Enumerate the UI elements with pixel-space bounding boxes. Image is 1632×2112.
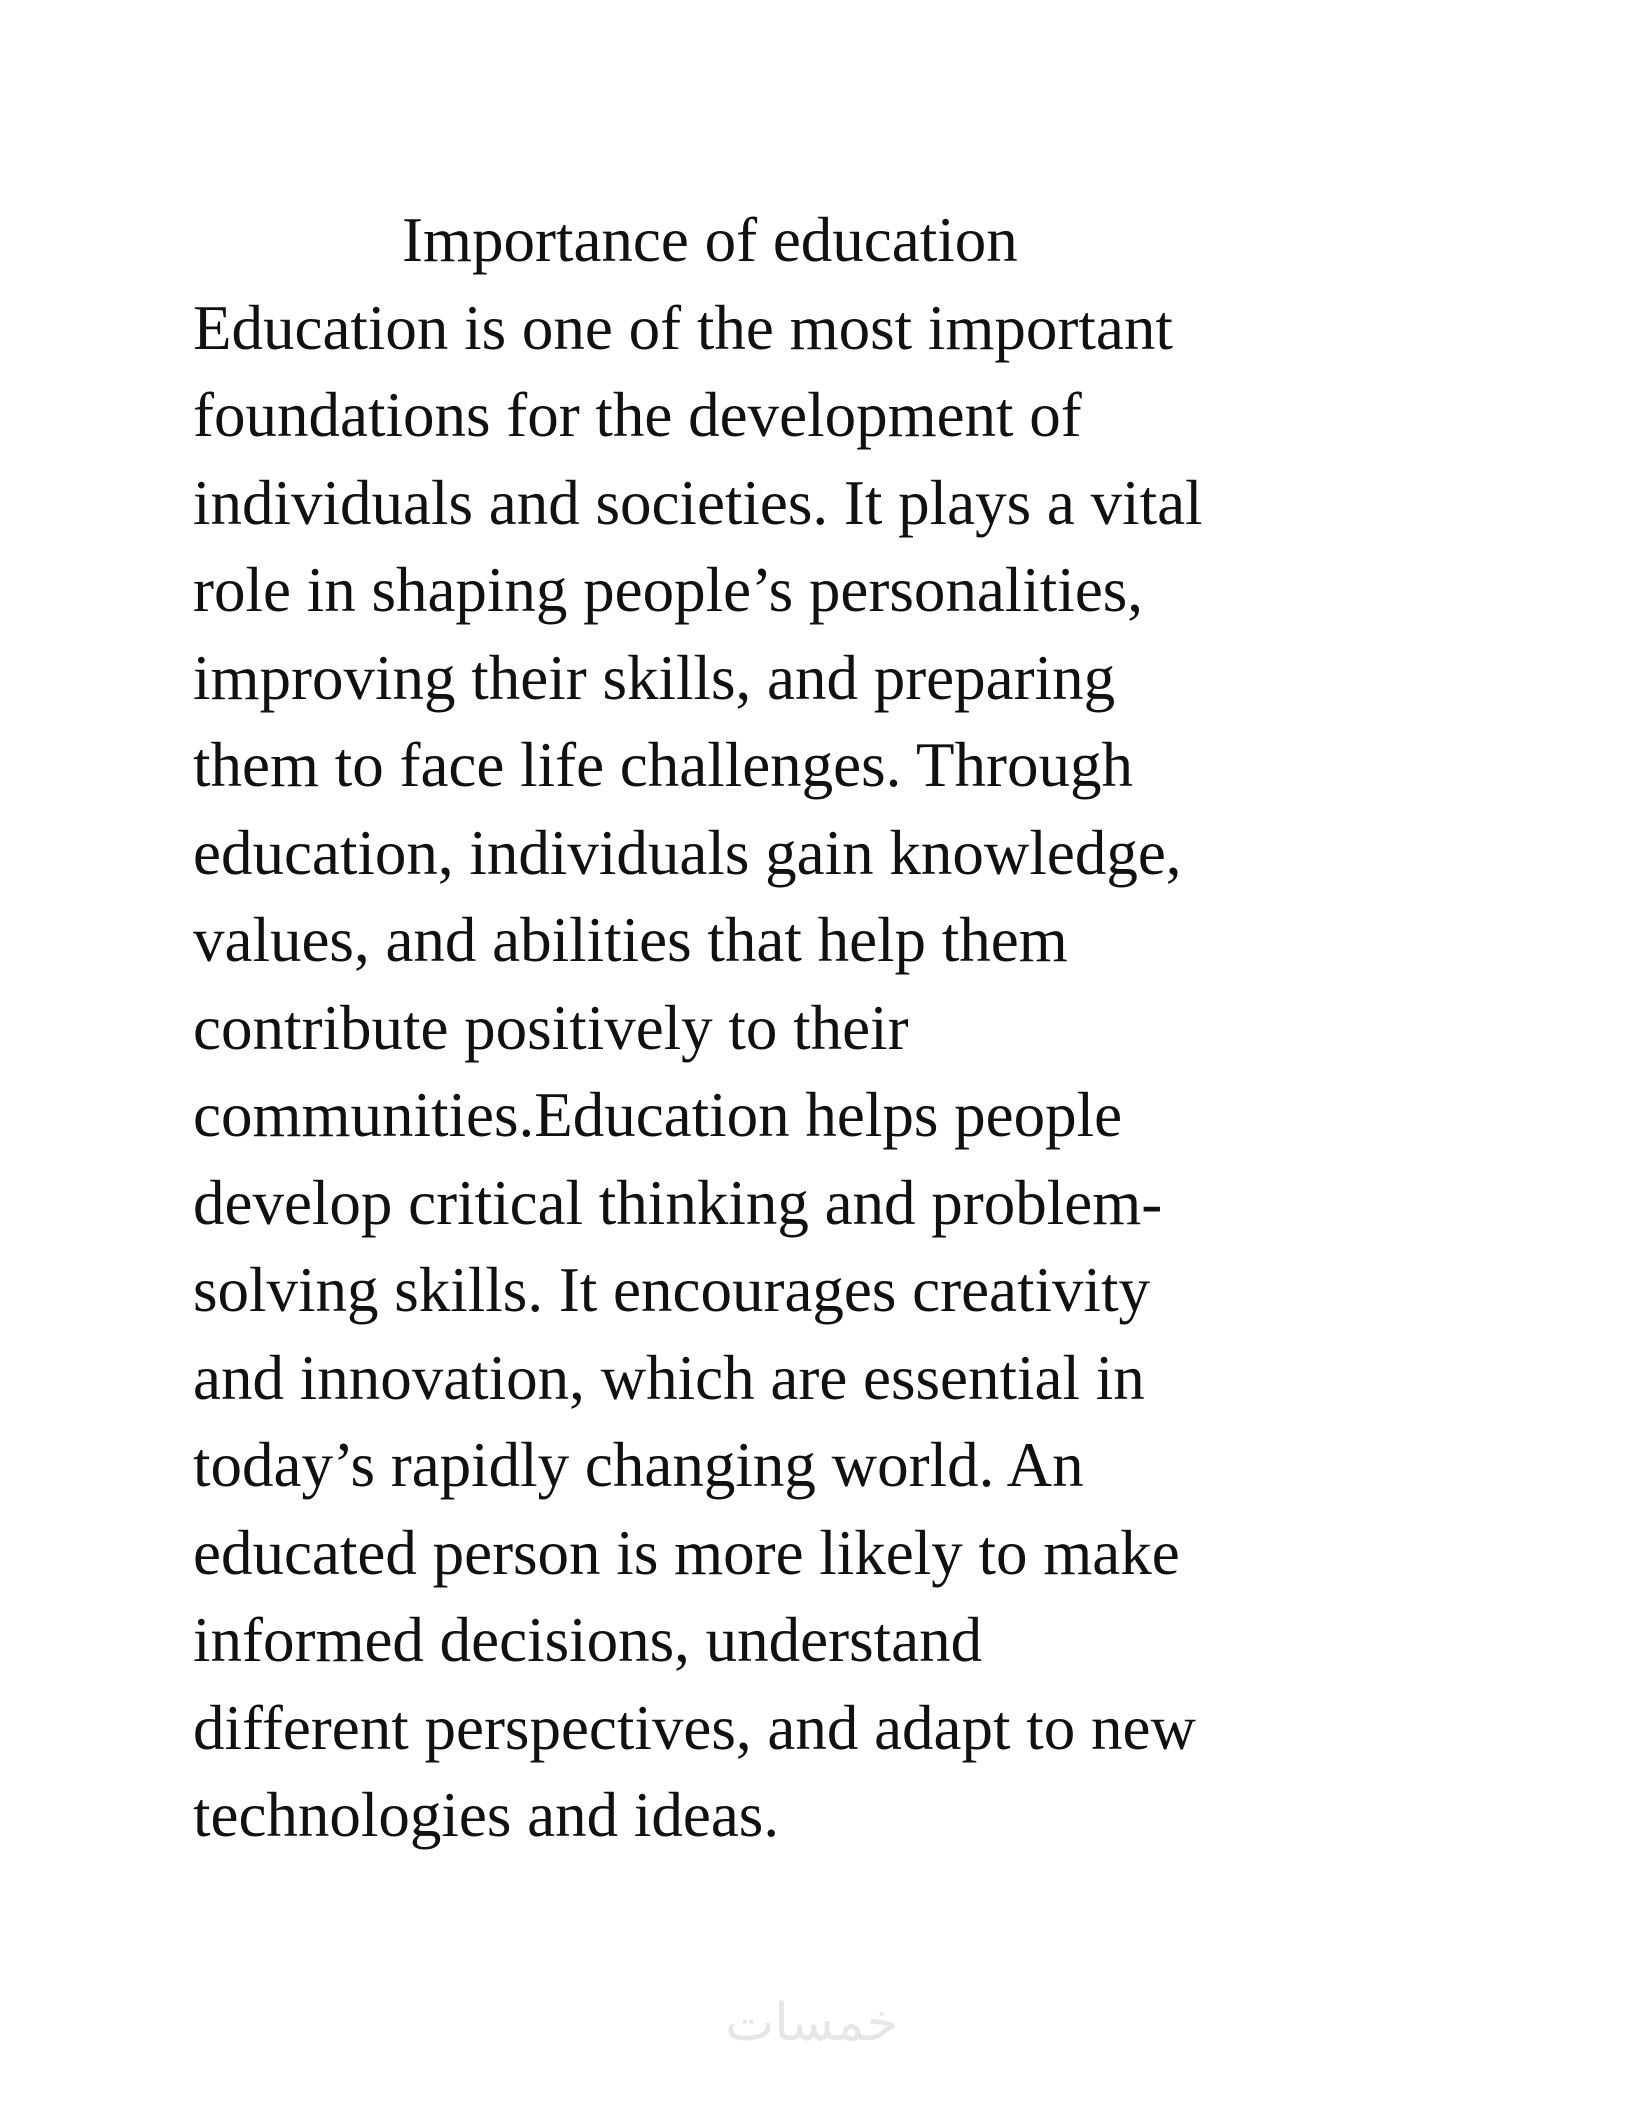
document-body	[193, 197, 1493, 1860]
paragraph-line: foundations for the development of	[193, 380, 1082, 450]
paragraph-line: education, individuals gain knowledge,	[193, 817, 1182, 888]
paragraph-line: informed decisions, understand	[193, 1605, 983, 1675]
paragraph-line: solving skills. It encourages creativity	[193, 1255, 1151, 1325]
paragraph-line: role in shaping people’s personalities,	[193, 555, 1144, 625]
paragraph-line: today’s rapidly changing world. An	[193, 1430, 1084, 1500]
watermark-logo: خمسات	[725, 1993, 899, 2053]
paragraph-line: contribute positively to their	[193, 992, 909, 1063]
paragraph-line: individuals and societies. It plays a vital	[193, 467, 1203, 538]
document-paragraph	[193, 285, 1493, 1860]
paragraph-line: them to face life challenges. Through	[193, 730, 1133, 800]
paragraph-line: educated person is more likely to make	[193, 1517, 1180, 1588]
paragraph-line: and innovation, which are essential in	[193, 1342, 1145, 1413]
paragraph-line: technologies and ideas.	[193, 1780, 780, 1850]
paragraph-line: communities.Education helps people	[193, 1080, 1123, 1150]
paragraph-line: improving their skills, and preparing	[193, 642, 1116, 713]
paragraph-line: Education is one of the most important	[193, 292, 1173, 363]
document-title: Importance of education	[402, 205, 1018, 275]
paragraph-line: values, and abilities that help them	[193, 905, 1068, 975]
paragraph-line: different perspectives, and adapt to new	[193, 1692, 1196, 1763]
paragraph-line: develop critical thinking and problem-	[193, 1167, 1163, 1238]
